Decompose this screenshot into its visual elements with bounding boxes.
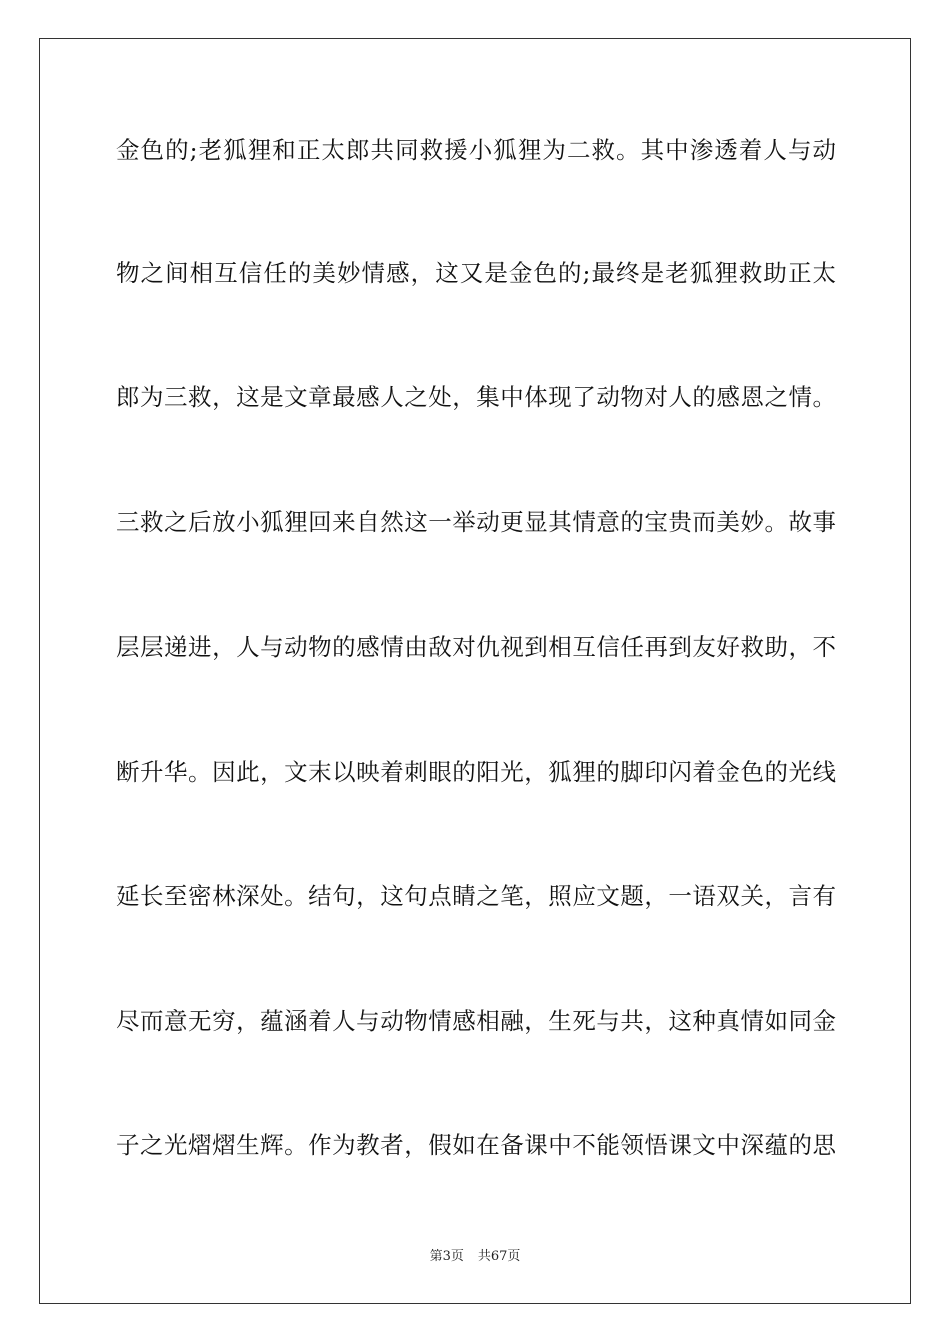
page-total: 共67页 bbox=[477, 1249, 521, 1264]
text-line: 物之间相互信任的美妙情感，这又是金色的;最终是老狐狸救助正太 bbox=[116, 259, 836, 287]
text-line: 郎为三救，这是文章最感人之处，集中体现了动物对人的感恩之情。 bbox=[116, 383, 836, 411]
text-line: 子之光熠熠生辉。作为教者，假如在备课中不能领悟课文中深蕴的思 bbox=[116, 1131, 836, 1159]
page-number: 第3页 bbox=[429, 1249, 464, 1264]
text-line: 延长至密林深处。结句，这句点睛之笔，照应文题，一语双关，言有 bbox=[116, 882, 836, 910]
page-footer bbox=[0, 1248, 950, 1266]
page-border bbox=[39, 38, 911, 1304]
text-line: 尽而意无穷，蕴涵着人与动物情感相融，生死与共，这种真情如同金 bbox=[116, 1007, 836, 1035]
text-line: 层层递进，人与动物的感情由敌对仇视到相互信任再到友好救助，不 bbox=[116, 633, 836, 661]
text-line: 金色的;老狐狸和正太郎共同救援小狐狸为二救。其中渗透着人与动 bbox=[116, 136, 836, 164]
text-line: 三救之后放小狐狸回来自然这一举动更显其情意的宝贵而美妙。故事 bbox=[116, 508, 836, 536]
text-line: 断升华。因此，文末以映着刺眼的阳光，狐狸的脚印闪着金色的光线 bbox=[116, 758, 836, 786]
